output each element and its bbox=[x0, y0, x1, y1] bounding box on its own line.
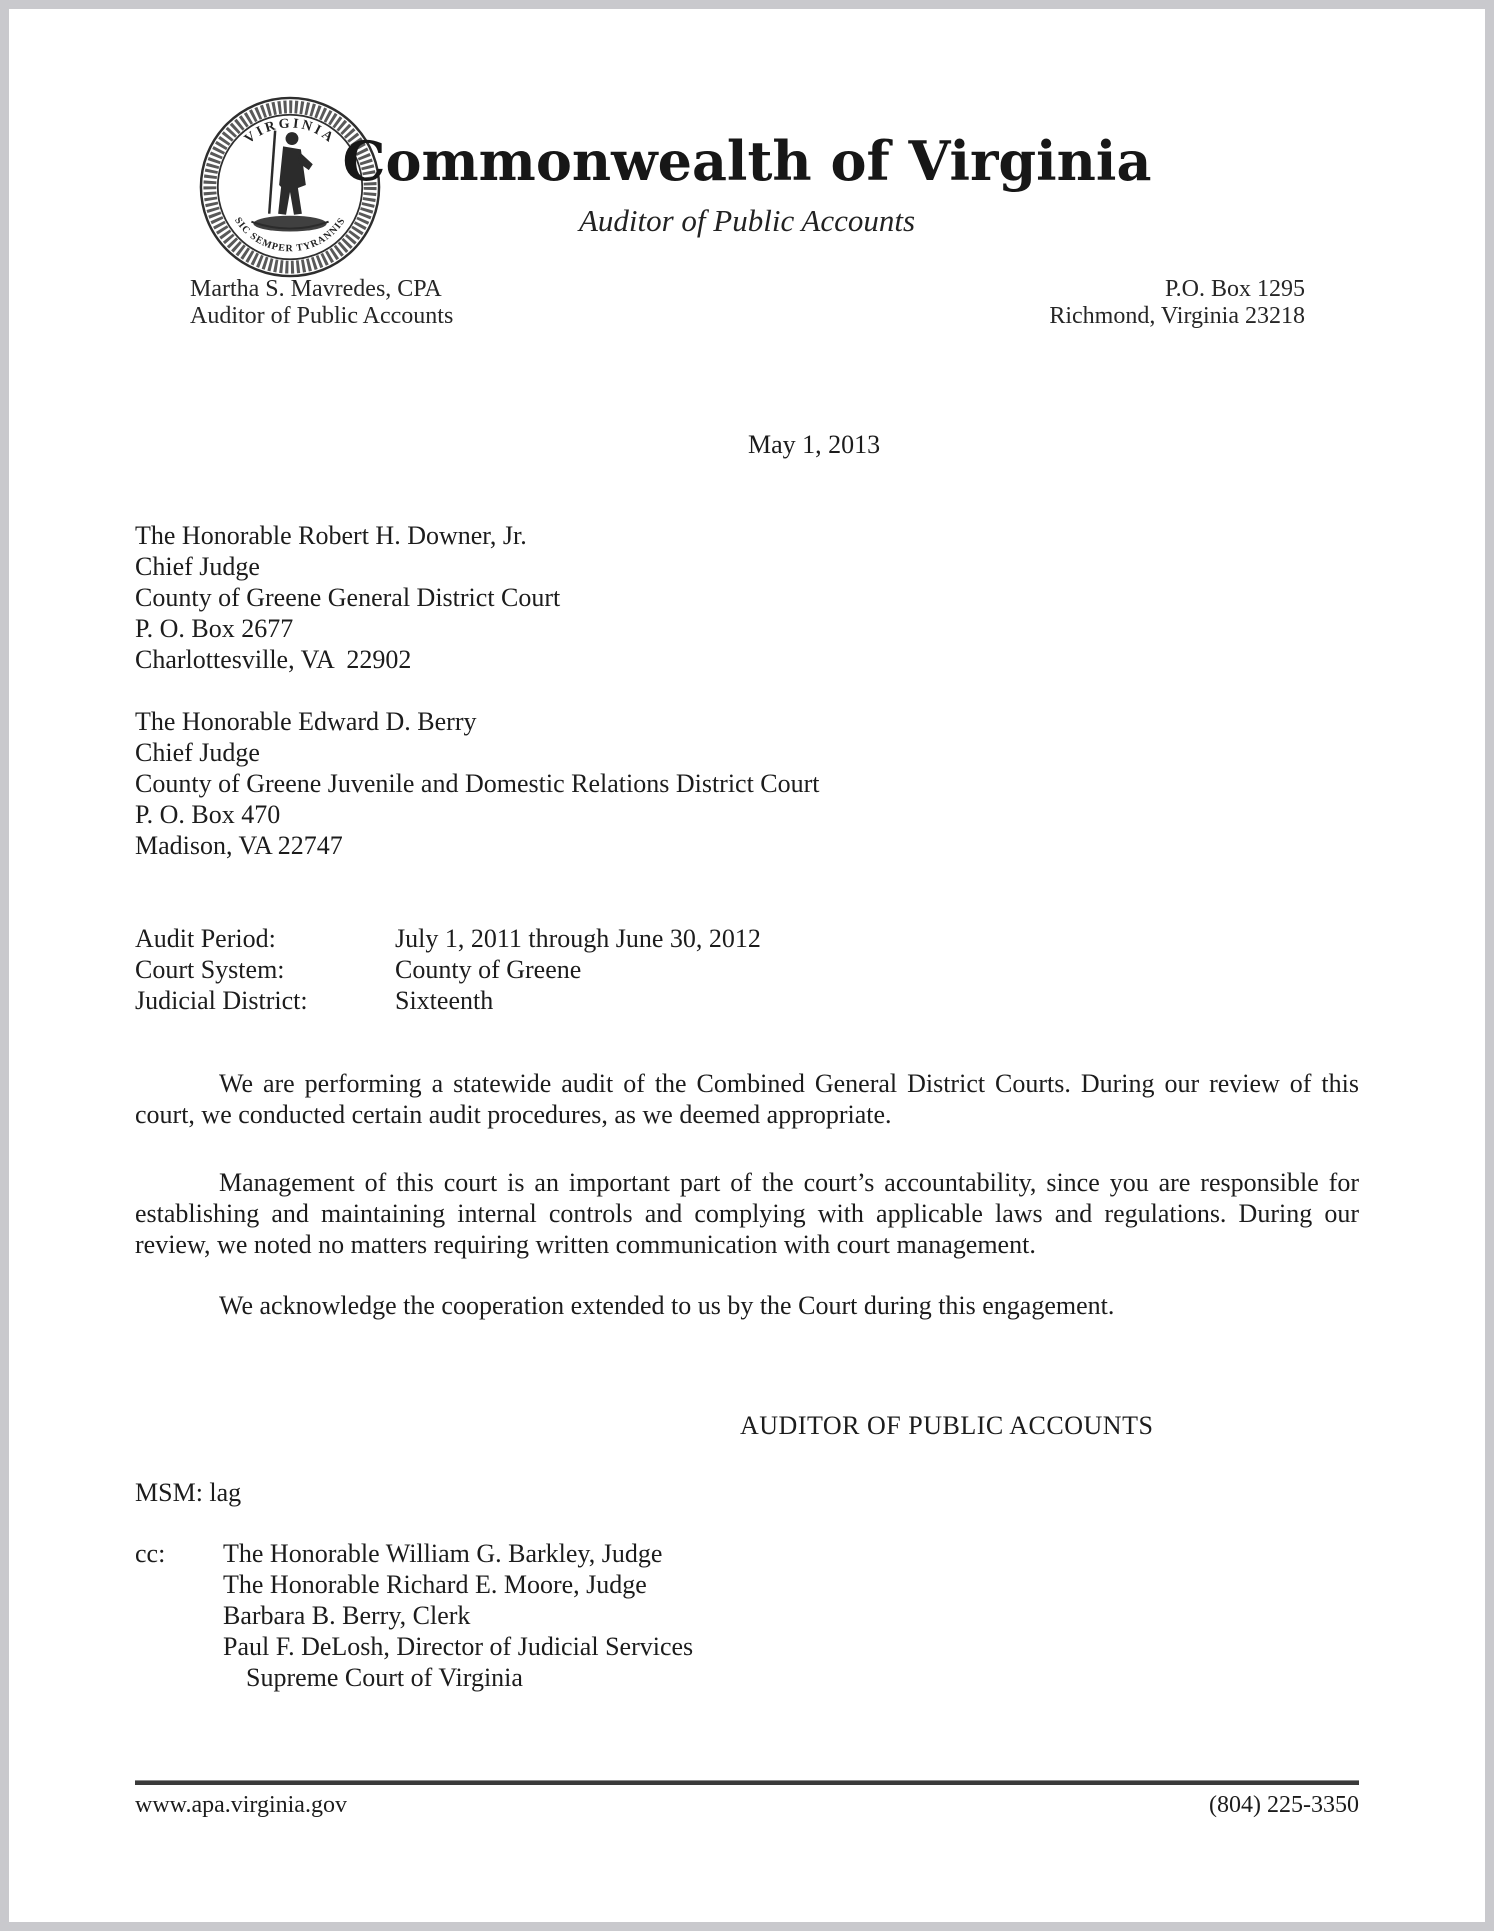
footer bbox=[135, 1792, 1359, 1819]
office-address-line2: Richmond, Virginia 23218 bbox=[1049, 303, 1305, 329]
footer-website: www.apa.virginia.gov bbox=[135, 1792, 347, 1818]
recipient-title: Chief Judge bbox=[135, 552, 260, 581]
recipient-city-state-zip: Charlottesville, VA 22902 bbox=[135, 645, 412, 674]
seal-top-text: VIRGINIA bbox=[241, 115, 339, 147]
cc-name: Barbara B. Berry, Clerk bbox=[223, 1601, 471, 1630]
org-subtitle: Auditor of Public Accounts bbox=[578, 203, 916, 238]
cc-label: cc: bbox=[135, 1539, 166, 1568]
seal-bottom-text: SIC SEMPER TYRANNIS bbox=[232, 215, 348, 255]
cc-name: Supreme Court of Virginia bbox=[246, 1663, 523, 1692]
cc-name: The Honorable William G. Barkley, Judge bbox=[223, 1539, 663, 1568]
recipient-title: Chief Judge bbox=[135, 738, 260, 767]
recipient-court: County of Greene General District Court bbox=[135, 583, 561, 612]
masthead bbox=[300, 129, 1194, 238]
reference-initials: MSM: lag bbox=[135, 1478, 242, 1507]
signature-block: AUDITOR OF PUBLIC ACCOUNTS bbox=[740, 1411, 1154, 1440]
audit-period-value: July 1, 2011 through June 30, 2012 bbox=[395, 924, 761, 953]
body-paragraph-3: We acknowledge the cooperation extended to us by the Court during this engagement. bbox=[219, 1291, 1115, 1320]
cc-name: Paul F. DeLosh, Director of Judicial Services bbox=[223, 1632, 694, 1661]
cc-name: The Honorable Richard E. Moore, Judge bbox=[223, 1570, 647, 1599]
recipient-city-state-zip: Madison, VA 22747 bbox=[135, 831, 343, 860]
footer-divider bbox=[135, 1780, 1359, 1785]
body-paragraph-1: We are performing a statewide audit of the Combined General District Courts. During our review of this court, we conducted certain audit procedures, as we deemed appropriate. bbox=[135, 1069, 1359, 1129]
body-paragraph-2: Management of this court is an important part of the court’s accountability, since you are responsible for establishing and maintaining internal controls and complying with applicable laws and regulations. During our review, we noted no matters requiring written communication with court management. bbox=[135, 1168, 1359, 1259]
official-title: Auditor of Public Accounts bbox=[190, 303, 454, 329]
office-address-line1: P.O. Box 1295 bbox=[1164, 276, 1305, 302]
org-title: Commonwealth of Virginia bbox=[342, 129, 1152, 193]
recipient-block-1 bbox=[135, 520, 560, 675]
recipient-name: The Honorable Edward D. Berry bbox=[135, 707, 477, 736]
official-block bbox=[190, 276, 453, 330]
judicial-district-value: Sixteenth bbox=[395, 986, 494, 1015]
office-address-block bbox=[1049, 276, 1305, 330]
footer-phone: (804) 225-3350 bbox=[1209, 1792, 1359, 1818]
letter-date: May 1, 2013 bbox=[748, 430, 881, 459]
cc-block bbox=[135, 1538, 693, 1693]
recipient-court: County of Greene Juvenile and Domestic Relations District Court bbox=[135, 769, 820, 798]
audit-info bbox=[135, 923, 761, 1016]
court-system-value: County of Greene bbox=[395, 955, 582, 984]
judicial-district-row bbox=[135, 985, 761, 1016]
audit-period-row bbox=[135, 923, 761, 954]
official-name: Martha S. Mavredes, CPA bbox=[190, 276, 442, 302]
recipient-name: The Honorable Robert H. Downer, Jr. bbox=[135, 521, 527, 550]
recipient-po-box: P. O. Box 2677 bbox=[135, 614, 294, 643]
court-system-label: Court System: bbox=[135, 955, 285, 984]
recipient-block-2 bbox=[135, 706, 820, 861]
audit-period-label: Audit Period: bbox=[135, 924, 276, 953]
cc-names bbox=[223, 1538, 693, 1693]
court-system-row bbox=[135, 954, 761, 985]
recipient-po-box: P. O. Box 470 bbox=[135, 800, 281, 829]
judicial-district-label: Judicial District: bbox=[135, 986, 308, 1015]
